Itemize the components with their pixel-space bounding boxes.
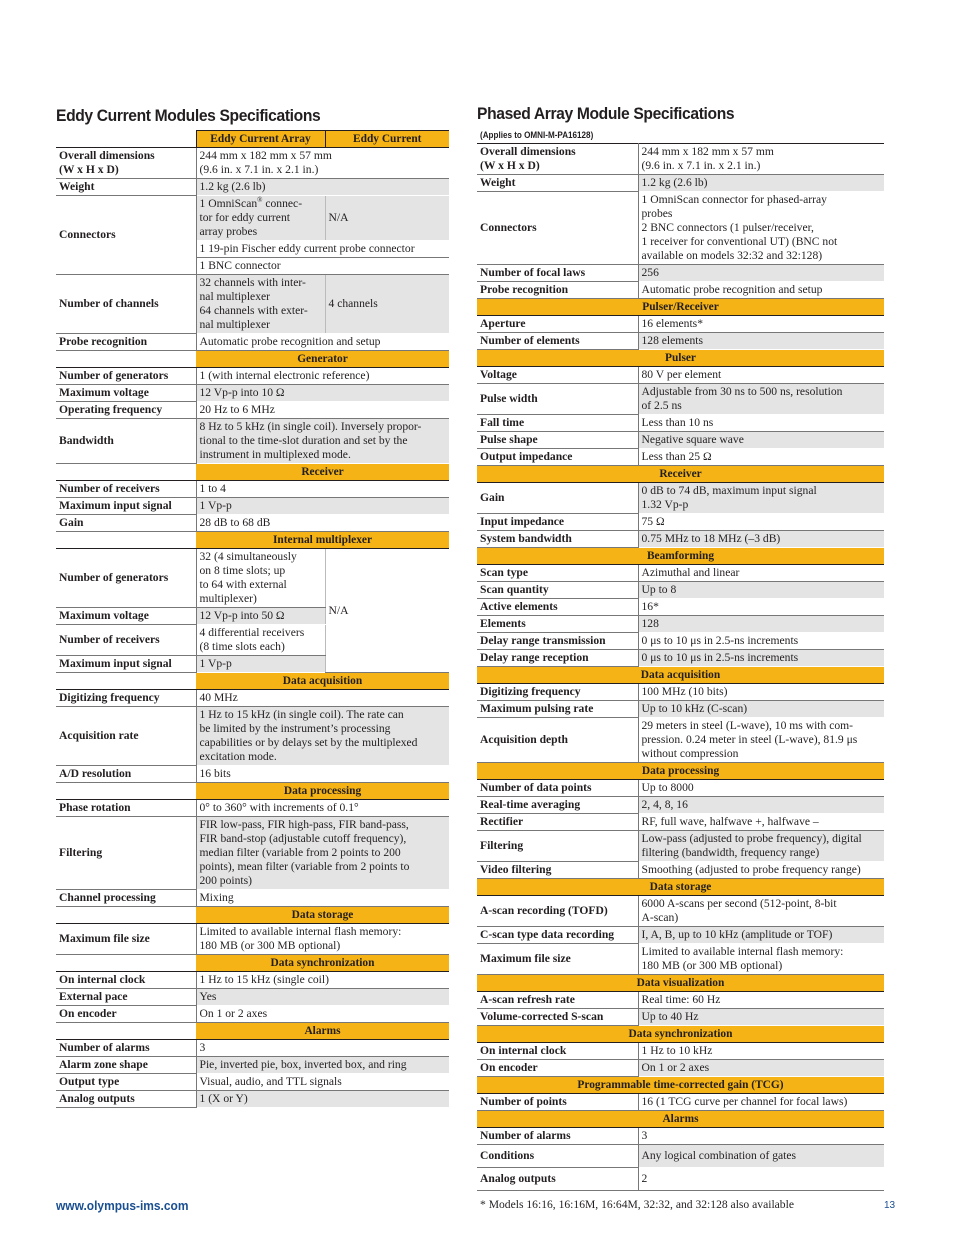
spec-row [56, 972, 449, 989]
spec-row [56, 1091, 449, 1108]
spec-row [477, 1168, 884, 1191]
section-header [477, 466, 884, 483]
spec-label: Digitizing frequency [477, 684, 638, 701]
spec-value: 29 meters in steel (L-wave), 10 ms with com- pression. 0.24 meter in steel (L-wave), 81.9 μs without compression [638, 718, 884, 763]
spec-label: Phase rotation [56, 800, 196, 817]
spec-label: Weight [56, 179, 196, 196]
section-data-storage: Data storage [477, 879, 884, 896]
spec-label: Number of elements [477, 333, 638, 350]
section-internal-multiplexer: Internal multiplexer [196, 532, 449, 549]
spec-label: Acquisition rate [56, 707, 196, 766]
spec-row [56, 1074, 449, 1091]
spec-row [56, 1057, 449, 1074]
spec-row [56, 481, 449, 498]
page-number: 13 [884, 1200, 896, 1211]
spec-label: Connectors [477, 192, 638, 265]
spec-row [477, 1128, 884, 1145]
section-header [56, 955, 449, 972]
spec-label: A/D resolution [56, 766, 196, 783]
spec-value: Any logical combination of gates [638, 1145, 884, 1168]
section-data-storage: Data storage [196, 907, 449, 924]
spec-row [477, 192, 884, 265]
spec-label: Number of receivers [56, 625, 196, 656]
spec-value: 128 [638, 616, 884, 633]
spec-row [477, 927, 884, 944]
spec-value: 1.2 kg (2.6 lb) [638, 175, 884, 192]
spec-row [477, 1009, 884, 1026]
spec-label: On encoder [477, 1060, 638, 1077]
spec-value: Negative square wave [638, 432, 884, 449]
spec-row [477, 616, 884, 633]
phased-array-table [477, 143, 884, 1191]
eddy-column-header [56, 131, 449, 148]
spec-value: 1 (with internal electronic reference) [196, 368, 449, 385]
spec-value: 3 [638, 1128, 884, 1145]
spec-value: 1 (X or Y) [196, 1091, 449, 1108]
section-header [56, 464, 449, 481]
spec-row [477, 797, 884, 814]
section-alarms: Alarms [477, 1111, 884, 1128]
spec-value: 1.2 kg (2.6 lb) [196, 179, 449, 196]
phased-array-specs [477, 104, 884, 1211]
spec-value: 16 bits [196, 766, 449, 783]
section-spacer [56, 907, 196, 924]
spec-value: Limited to available internal flash memory: 180 MB (or 300 MB optional) [638, 944, 884, 975]
section-receiver: Receiver [477, 466, 884, 483]
spec-label: Weight [477, 175, 638, 192]
spec-label: A-scan refresh rate [477, 992, 638, 1009]
spec-row [477, 565, 884, 582]
spec-row [56, 402, 449, 419]
spec-row [56, 989, 449, 1006]
spec-row [477, 384, 884, 415]
spec-row [477, 1145, 884, 1168]
spec-value: Less than 10 ns [638, 415, 884, 432]
section-header [477, 350, 884, 367]
spec-value: RF, full wave, halfwave +, halfwave – [638, 814, 884, 831]
spec-label: Filtering [477, 831, 638, 862]
section-pulser-receiver: Pulser/Receiver [477, 299, 884, 316]
section-pulser: Pulser [477, 350, 884, 367]
spec-row [477, 992, 884, 1009]
spec-row [477, 701, 884, 718]
spec-row [477, 514, 884, 531]
section-data-visualization: Data visualization [477, 975, 884, 992]
section-data-processing: Data processing [196, 783, 449, 800]
section-beamforming: Beamforming [477, 548, 884, 565]
section-data-acquisition: Data acquisition [477, 667, 884, 684]
spec-row [477, 862, 884, 879]
spec-row [477, 780, 884, 797]
spec-row [56, 890, 449, 907]
spec-value: 1 Vp-p [196, 498, 449, 515]
spec-label: Alarm zone shape [56, 1057, 196, 1074]
spec-label: Gain [56, 515, 196, 532]
col-eddy-current-array: Eddy Current Array [196, 131, 325, 148]
spec-row [477, 333, 884, 350]
section-spacer [56, 1023, 196, 1040]
section-header [56, 351, 449, 368]
spec-row [477, 483, 884, 514]
section-header [477, 1077, 884, 1094]
spec-row [477, 1094, 884, 1111]
header-blank [56, 131, 196, 148]
spec-value: 1 Vp-p [196, 656, 325, 673]
spec-value: 6000 A-scans per second (512-point, 8-bit A-scan) [638, 896, 884, 927]
section-header [56, 783, 449, 800]
spec-value: 12 Vp-p into 10 Ω [196, 385, 449, 402]
section-alarms: Alarms [196, 1023, 449, 1040]
spec-row [477, 282, 884, 299]
spec-row [56, 179, 449, 196]
spec-row [56, 924, 449, 955]
spec-row [56, 515, 449, 532]
spec-label: On internal clock [477, 1043, 638, 1060]
website-link[interactable]: www.olympus-ims.com [56, 1198, 189, 1213]
spec-row [477, 316, 884, 333]
spec-label: On encoder [56, 1006, 196, 1023]
spec-value: 0 μs to 10 μs in 2.5-ns increments [638, 633, 884, 650]
spec-row [477, 599, 884, 616]
spec-label: Maximum pulsing rate [477, 701, 638, 718]
section-header [56, 1023, 449, 1040]
spec-label: Probe recognition [477, 282, 638, 299]
spec-value: 40 MHz [196, 690, 449, 707]
section-data-synchronization: Data synchronization [477, 1026, 884, 1043]
spec-value: Up to 8000 [638, 780, 884, 797]
spec-label: Real-time averaging [477, 797, 638, 814]
spec-value: Real time: 60 Hz [638, 992, 884, 1009]
spec-row [56, 419, 449, 464]
spec-label: System bandwidth [477, 531, 638, 548]
section-spacer [56, 464, 196, 481]
section-spacer [56, 532, 196, 549]
spec-label: Maximum file size [477, 944, 638, 975]
spec-value: Up to 40 Hz [638, 1009, 884, 1026]
spec-label: Video filtering [477, 862, 638, 879]
spec-label: Bandwidth [56, 419, 196, 464]
spec-value: 244 mm x 182 mm x 57 mm (9.6 in. x 7.1 in. x 2.1 in.) [638, 144, 884, 175]
spec-label: Maximum input signal [56, 656, 196, 673]
footnote: * Models 16:16, 16:16M, 16:64M, 32:32, and 32:128 also available [480, 1198, 794, 1211]
spec-label: Aperture [477, 316, 638, 333]
spec-label: On internal clock [56, 972, 196, 989]
spec-label: Acquisition depth [477, 718, 638, 763]
spec-label: Rectifier [477, 814, 638, 831]
applies-note: (Applies to OMNI-M-PA16128) [480, 130, 594, 140]
spec-value: Smoothing (adjusted to probe frequency range) [638, 862, 884, 879]
spec-label: Number of receivers [56, 481, 196, 498]
spec-row [477, 449, 884, 466]
spec-label: Delay range reception [477, 650, 638, 667]
spec-row [477, 367, 884, 384]
spec-row [477, 814, 884, 831]
spec-label: Analog outputs [56, 1091, 196, 1108]
spec-value: I, A, B, up to 10 kHz (amplitude or TOF) [638, 927, 884, 944]
section-header [56, 907, 449, 924]
spec-value: 1 Hz to 15 kHz (single coil) [196, 972, 449, 989]
spec-row [477, 896, 884, 927]
spec-value-bnc: 1 BNC connector [196, 258, 449, 275]
spec-label: Number of generators [56, 368, 196, 385]
spec-row [477, 944, 884, 975]
spec-label: Operating frequency [56, 402, 196, 419]
spec-label: Gain [477, 483, 638, 514]
eddy-current-specs [56, 106, 449, 1108]
spec-label: Output type [56, 1074, 196, 1091]
spec-value: 16 (1 TCG curve per channel for focal laws) [638, 1094, 884, 1111]
spec-row [477, 1043, 884, 1060]
spec-label: Scan quantity [477, 582, 638, 599]
spec-label: Conditions [477, 1145, 638, 1168]
spec-label: Number of points [477, 1094, 638, 1111]
col-eddy-current: Eddy Current [325, 131, 449, 148]
spec-row [477, 175, 884, 192]
spec-row [56, 1040, 449, 1057]
spec-label: Overall dimensions (W x H x D) [477, 144, 638, 175]
spec-row [56, 817, 449, 890]
spec-value: Adjustable from 30 ns to 500 ns, resolution of 2.5 ns [638, 384, 884, 415]
spec-value: FIR low-pass, FIR high-pass, FIR band-pass, FIR band-stop (adjustable cutoff frequency), median filter (variable from 2 points to 200 points), mean filter (variable from 2 points to 200 points) [196, 817, 449, 890]
spec-label: Maximum file size [56, 924, 196, 955]
spec-row [56, 385, 449, 402]
spec-value: 16* [638, 599, 884, 616]
spec-label: Maximum voltage [56, 385, 196, 402]
section-header [477, 879, 884, 896]
spec-row [477, 265, 884, 282]
spec-label: Pulse shape [477, 432, 638, 449]
spec-row [477, 144, 884, 175]
spec-value: Limited to available internal flash memory: 180 MB (or 300 MB optional) [196, 924, 449, 955]
eddy-current-table [56, 130, 449, 1108]
spec-value: 1 Hz to 10 kHz [638, 1043, 884, 1060]
section-header [477, 299, 884, 316]
spec-label: Connectors [56, 196, 196, 275]
spec-label: Number of alarms [56, 1040, 196, 1057]
spec-value-fischer: 1 19-pin Fischer eddy current probe connector [196, 241, 449, 258]
spec-value: Pie, inverted pie, box, inverted box, and ring [196, 1057, 449, 1074]
section-header [56, 673, 449, 690]
spec-row [56, 196, 449, 241]
phased-array-title: Phased Array Module Specifications [477, 104, 735, 123]
spec-row [477, 531, 884, 548]
spec-value: 28 dB to 68 dB [196, 515, 449, 532]
section-spacer [56, 955, 196, 972]
section-data-processing: Data processing [477, 763, 884, 780]
spec-label: Overall dimensions (W x H x D) [56, 148, 196, 179]
spec-label: C-scan type data recording [477, 927, 638, 944]
spec-value: 4 differential receivers (8 time slots each) [196, 625, 325, 656]
spec-label: Channel processing [56, 890, 196, 907]
spec-value: Up to 8 [638, 582, 884, 599]
section-header [477, 667, 884, 684]
spec-row [477, 582, 884, 599]
section-header [477, 1026, 884, 1043]
spec-label: Maximum voltage [56, 608, 196, 625]
spec-row [56, 690, 449, 707]
spec-value: 0° to 360° with increments of 0.1° [196, 800, 449, 817]
section-receiver: Receiver [196, 464, 449, 481]
spec-value: Less than 25 Ω [638, 449, 884, 466]
spec-label: Probe recognition [56, 334, 196, 351]
spec-row [56, 498, 449, 515]
spec-row [56, 334, 449, 351]
spec-value: 75 Ω [638, 514, 884, 531]
spec-value: 32 (4 simultaneously on 8 time slots; up to 64 with external multiplexer) [196, 549, 325, 608]
spec-row [56, 148, 449, 179]
spec-label: External pace [56, 989, 196, 1006]
spec-value-array: 32 channels with inter- nal multiplexer 64 channels with exter- nal multiplexer [196, 275, 325, 334]
spec-label: Output impedance [477, 449, 638, 466]
spec-row [56, 549, 449, 608]
spec-row [56, 1006, 449, 1023]
spec-label: Scan type [477, 565, 638, 582]
spec-row [477, 684, 884, 701]
section-data-acquisition: Data acquisition [196, 673, 449, 690]
spec-value: 1 Hz to 15 kHz (in single coil). The rate can be limited by the instrument’s processing capabilities or by delays set by the multiplexed excitation mode. [196, 707, 449, 766]
spec-value: Up to 10 kHz (C-scan) [638, 701, 884, 718]
eddy-current-title: Eddy Current Modules Specifications [56, 106, 321, 125]
spec-value: 2 [638, 1168, 884, 1191]
spec-row [56, 275, 449, 334]
section-header [477, 1111, 884, 1128]
section-data-synchronization: Data synchronization [196, 955, 449, 972]
spec-value: 128 elements [638, 333, 884, 350]
spec-label: Input impedance [477, 514, 638, 531]
spec-label: Number of channels [56, 275, 196, 334]
spec-value: 2, 4, 8, 16 [638, 797, 884, 814]
spec-value: Low-pass (adjusted to probe frequency), digital filtering (bandwidth, frequency range) [638, 831, 884, 862]
section-programmable-time-corrected-gain-tcg: Programmable time-corrected gain (TCG) [477, 1077, 884, 1094]
spec-value: 3 [196, 1040, 449, 1057]
section-spacer [56, 351, 196, 368]
spec-value-single: 4 channels [325, 275, 449, 334]
spec-label: Volume-corrected S-scan [477, 1009, 638, 1026]
spec-label: Elements [477, 616, 638, 633]
spec-value-na: N/A [325, 549, 449, 673]
spec-value: 0 dB to 74 dB, maximum input signal 1.32 Vp-p [638, 483, 884, 514]
spec-value: On 1 or 2 axes [196, 1006, 449, 1023]
spec-value: 12 Vp-p into 50 Ω [196, 608, 325, 625]
spec-label: Active elements [477, 599, 638, 616]
spec-value: 0 μs to 10 μs in 2.5-ns increments [638, 650, 884, 667]
spec-value: 256 [638, 265, 884, 282]
spec-value: 20 Hz to 6 MHz [196, 402, 449, 419]
spec-label: Pulse width [477, 384, 638, 415]
spec-value: 1 OmniScan connector for phased-array probes 2 BNC connectors (1 pulser/receiver, 1 receiver for conventional UT) (BNC not available on models 32:32 and 32:128) [638, 192, 884, 265]
spec-value: 244 mm x 182 mm x 57 mm (9.6 in. x 7.1 in. x 2.1 in.) [196, 148, 449, 179]
spec-row [477, 415, 884, 432]
spec-label: Number of alarms [477, 1128, 638, 1145]
section-spacer [56, 783, 196, 800]
spec-label: Digitizing frequency [56, 690, 196, 707]
spec-row [477, 831, 884, 862]
spec-row [477, 718, 884, 763]
spec-value: 0.75 MHz to 18 MHz (–3 dB) [638, 531, 884, 548]
spec-row [477, 432, 884, 449]
spec-value: 16 elements* [638, 316, 884, 333]
spec-label: Delay range transmission [477, 633, 638, 650]
spec-value: Yes [196, 989, 449, 1006]
spec-label: Analog outputs [477, 1168, 638, 1191]
spec-row [477, 633, 884, 650]
section-header [477, 763, 884, 780]
spec-row [56, 368, 449, 385]
section-generator: Generator [196, 351, 449, 368]
spec-value-single: N/A [325, 196, 449, 241]
spec-label: Number of data points [477, 780, 638, 797]
section-header [56, 532, 449, 549]
spec-value: Azimuthal and linear [638, 565, 884, 582]
spec-value: 1 to 4 [196, 481, 449, 498]
spec-value: 8 Hz to 5 kHz (in single coil). Inversely propor- tional to the time-slot duration and set by the instrument in multiplexed mode. [196, 419, 449, 464]
spec-value: Automatic probe recognition and setup [638, 282, 884, 299]
spec-label: Voltage [477, 367, 638, 384]
spec-value: Mixing [196, 890, 449, 907]
spec-value: Visual, audio, and TTL signals [196, 1074, 449, 1091]
spec-label: Filtering [56, 817, 196, 890]
spec-row [477, 650, 884, 667]
spec-value: 80 V per element [638, 367, 884, 384]
spec-label: Number of focal laws [477, 265, 638, 282]
spec-label: Maximum input signal [56, 498, 196, 515]
spec-row [56, 800, 449, 817]
spec-value-array: 1 OmniScan® connec- tor for eddy current array probes [196, 196, 325, 241]
spec-value: On 1 or 2 axes [638, 1060, 884, 1077]
section-header [477, 975, 884, 992]
spec-row [477, 1060, 884, 1077]
spec-row [56, 707, 449, 766]
spec-label: A-scan recording (TOFD) [477, 896, 638, 927]
section-header [477, 548, 884, 565]
spec-label: Number of generators [56, 549, 196, 608]
spec-label: Fall time [477, 415, 638, 432]
spec-value: Automatic probe recognition and setup [196, 334, 449, 351]
spec-row [56, 766, 449, 783]
spec-value: 100 MHz (10 bits) [638, 684, 884, 701]
section-spacer [56, 673, 196, 690]
